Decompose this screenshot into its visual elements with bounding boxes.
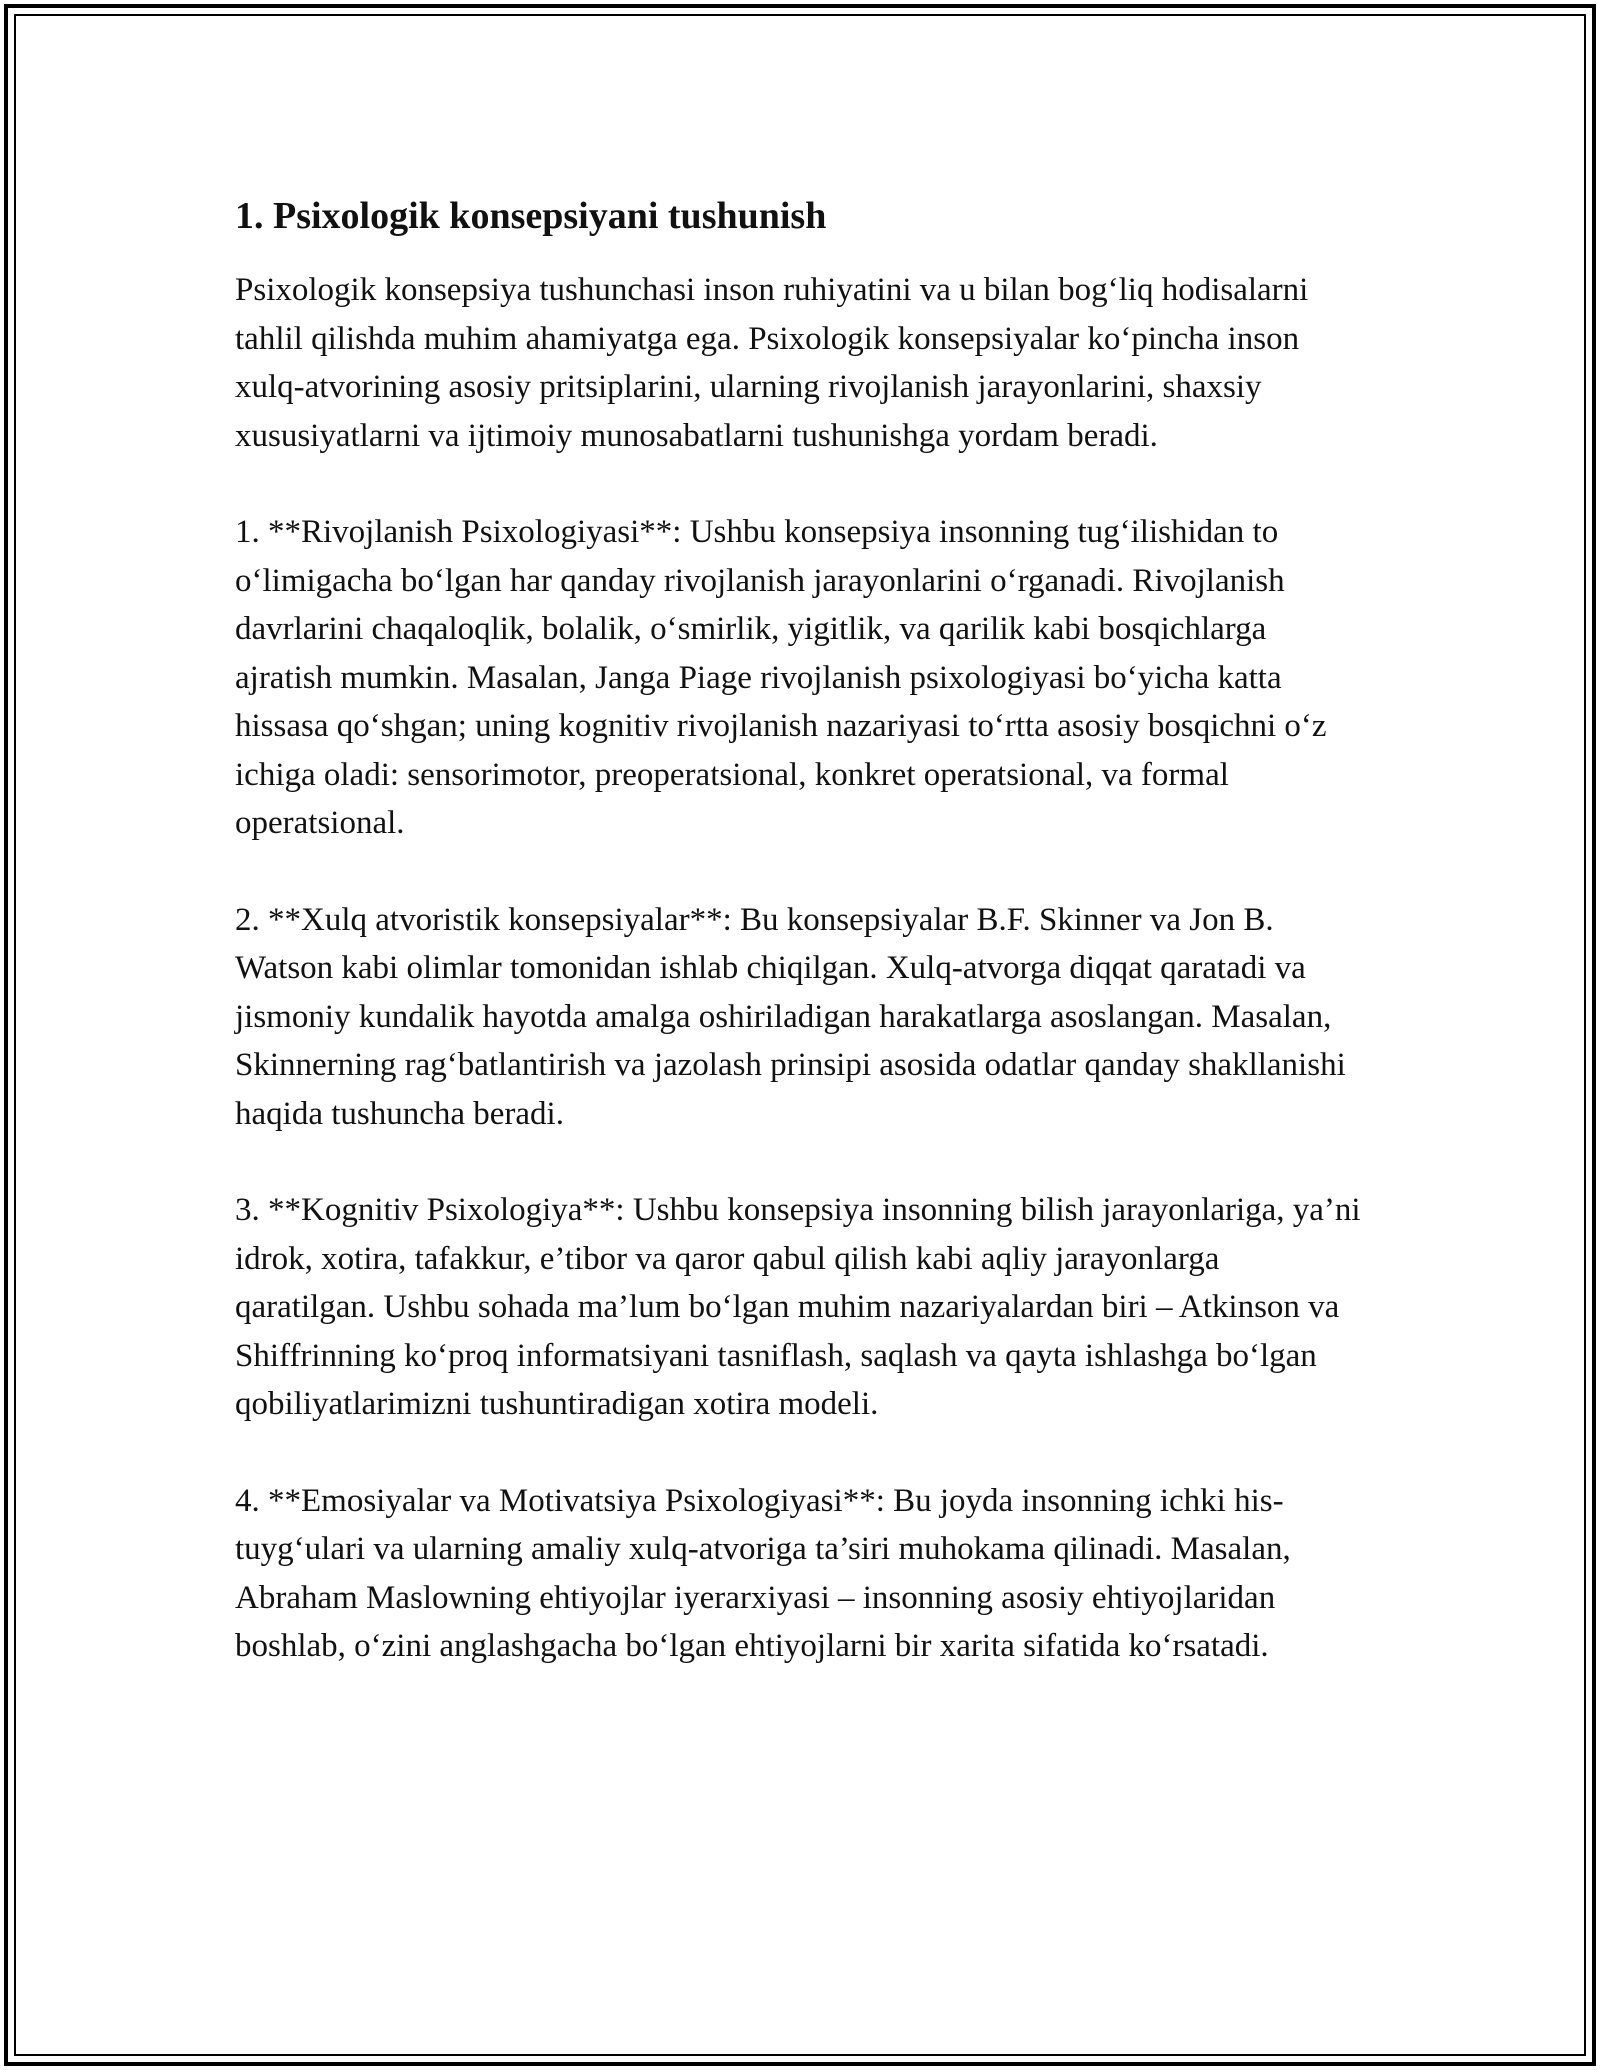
paragraph-cognitive-psychology: 3. **Kognitiv Psixologiya**: Ushbu konsepsiya insonning bilish jarayonlariga, ya’ni idrok, xotira, tafakkur, e’tibor va qaror qabul qilish kabi aqliy jarayonlarga qaratilgan. Ushbu sohada ma’lum bo‘lgan muhim nazariyalardan biri – Atkinson va Shiffrinning ko‘proq informatsiyani tasniflash, saqlash va qayta ishlashga bo‘lgan qobiliyatlarimizni tushuntiradigan xotira modeli.: [235, 1192, 1361, 1422]
section-heading: 1. Psixologik konsepsiyani tushunish: [235, 195, 827, 237]
intro-paragraph: Psixologik konsepsiya tushunchasi inson ruhiyatini va u bilan bog‘liq hodisalarni tahlil qilishda muhim ahamiyatga ega. Psixologik konsepsiyalar ko‘pincha inson xulq-atvorining asosiy pritsiplarini, ularning rivojlanish jarayonlarini, shaxsiy xususiyatlarni va ijtimoiy munosabatlarni tushunishga yordam beradi.: [235, 272, 1309, 454]
paragraph-behaviorist-concepts: 2. **Xulq atvoristik konsepsiyalar**: Bu konsepsiyalar B.F. Skinner va Jon B. Watson kabi olimlar tomonidan ishlab chiqilgan. Xulq-atvorga diqqat qaratadi va jismoniy kundalik hayotda amalga oshiriladigan harakatlarga asoslangan. Masalan, Skinnerning rag‘batlantirish va jazolash prinsipi asosida odatlar qanday shakllanishi haqida tushuncha beradi.: [235, 901, 1346, 1132]
paragraph-development-psychology: 1. **Rivojlanish Psixologiyasi**: Ushbu konsepsiya insonning tug‘ilishidan to o‘limigacha bo‘lgan har qanday rivojlanish jarayonlarini o‘rganadi. Rivojlanish davrlarini chaqaloqlik, bolalik, o‘smirlik, yigitlik, va qarilik kabi bosqichlarga ajratish mumkin. Masalan, Janga Piage rivojlanish psixologiyasi bo‘yicha katta hissasa qo‘shgan; uning kognitiv rivojlanish nazariyasi to‘rtta asosiy bosqichni o‘z ichiga oladi: sensorimotor, preoperatsional, konkret operatsional, va formal operatsional.: [235, 514, 1327, 841]
document-body: [235, 186, 1365, 1719]
paragraph-emotion-motivation: 4. **Emosiyalar va Motivatsiya Psixologiyasi**: Bu joyda insonning ichki his-tuyg‘ulari va ularning amaliy xulq-atvoriga ta’siri muhokama qilinadi. Masalan, Abraham Maslowning ehtiyojlar iyerarxiyasi – insonning asosiy ehtiyojlaridan boshlab, o‘zini anglashgacha bo‘lgan ehtiyojlarni bir xarita sifatida ko‘rsatadi.: [235, 1482, 1291, 1664]
